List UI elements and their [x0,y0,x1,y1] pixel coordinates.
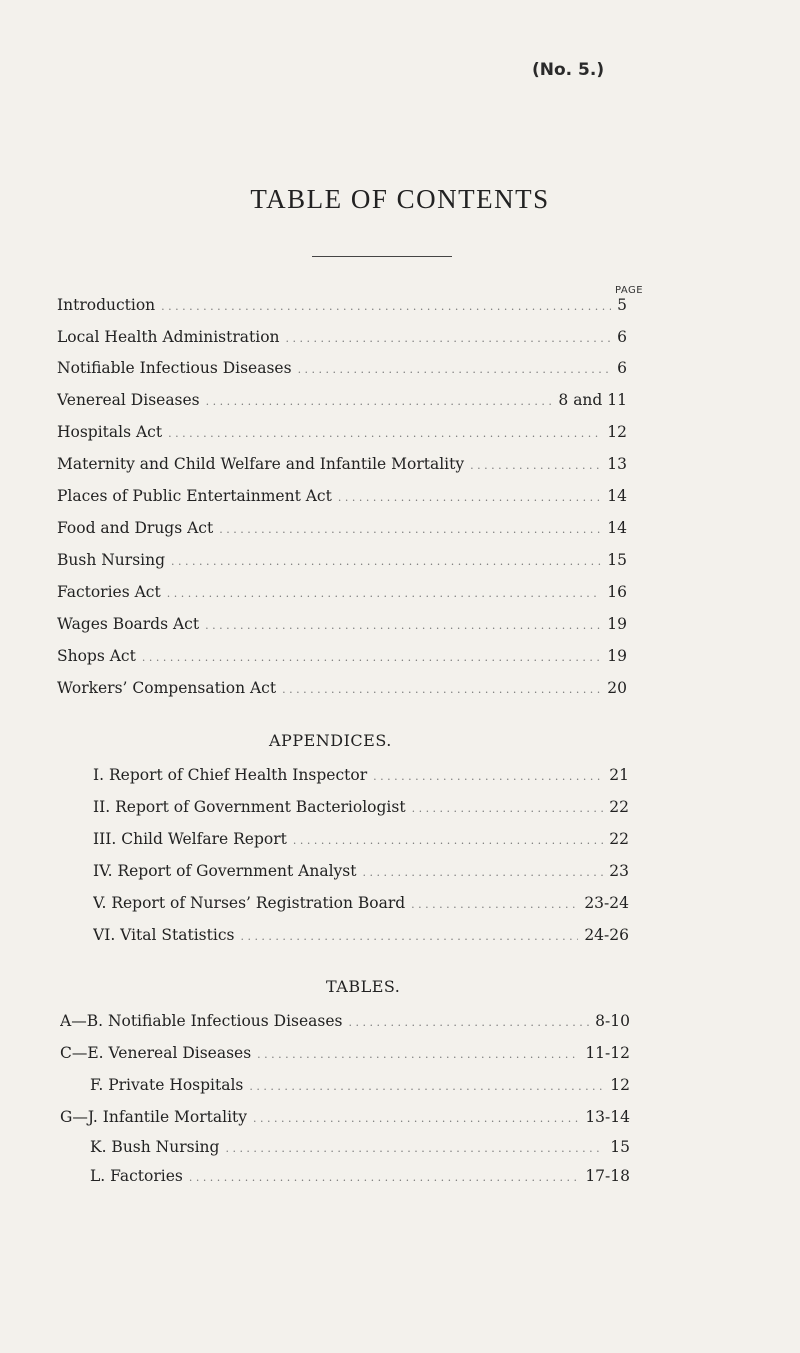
toc-entry-label: Local Health Administration [57,328,280,346]
table-entry [90,1167,630,1185]
toc-entry-label: Venereal Diseases [57,391,200,409]
table-entry-label: G—J. Infantile Mortality [60,1108,248,1126]
appendix-entry-label: I. Report of Chief Health Inspector [93,766,368,784]
toc-entry [57,423,627,441]
leader-dots [205,619,601,632]
table-entry-page: 12 [610,1076,630,1094]
toc-entry [57,296,627,314]
appendix-entry-page: 21 [609,766,629,784]
appendix-entry [93,862,629,880]
table-entry-label: L. Factories [90,1167,183,1185]
leader-dots [219,523,601,536]
toc-entry-page: 5 [617,296,627,314]
toc-entry-label: Shops Act [57,647,136,665]
toc-entry-label: Workers’ Compensation Act [57,679,277,697]
leader-dots [373,770,603,783]
appendix-entry [93,894,629,912]
leader-dots [338,491,601,504]
toc-entry-page: 14 [607,519,627,537]
table-entry-label: C—E. Venereal Diseases [60,1044,252,1062]
toc-entry-page: 16 [607,583,627,601]
leader-dots [167,587,602,600]
toc-entry-page: 6 [617,328,627,346]
tables-heading: TABLES. [326,977,401,996]
table-entry-label: K. Bush Nursing [90,1138,220,1156]
leader-dots [412,802,604,815]
table-entry-page: 8-10 [595,1012,630,1030]
toc-entry-label: Notifiable Infectious Diseases [57,359,292,377]
toc-entry-page: 8 and 11 [558,391,627,409]
table-entry-page: 15 [610,1138,630,1156]
table-entry [60,1108,630,1126]
toc-entry [57,551,627,569]
table-entry-label: F. Private Hospitals [90,1076,244,1094]
leader-dots [298,363,612,376]
leader-dots [253,1112,579,1125]
leader-dots [225,1142,604,1155]
page-column-heading: PAGE [615,285,644,296]
appendix-entry-label: III. Child Welfare Report [93,830,287,848]
appendix-entry-page: 23 [609,862,629,880]
leader-dots [362,866,603,879]
appendix-entry [93,766,629,784]
leader-dots [257,1048,579,1061]
toc-entry-page: 15 [607,551,627,569]
toc-entry-page: 20 [607,679,627,697]
appendix-entry-label: VI. Vital Statistics [93,926,235,944]
appendix-entry-page: 22 [609,830,629,848]
toc-entry-label: Places of Public Entertainment Act [57,487,332,505]
toc-entry-page: 19 [607,615,627,633]
table-entry-page: 11-12 [585,1044,630,1062]
toc-entry-page: 6 [617,359,627,377]
appendices-heading: APPENDICES. [269,731,392,750]
toc-entry [57,679,627,697]
leader-dots [293,834,603,847]
leader-dots [282,683,601,696]
title-divider [312,256,452,257]
appendix-entry-label: IV. Report of Government Analyst [93,862,357,880]
leader-dots [161,300,611,313]
toc-entry-page: 13 [607,455,627,473]
appendix-entry-page: 23-24 [584,894,629,912]
document-number: (No. 5.) [532,60,605,80]
appendix-entry-page: 24-26 [584,926,629,944]
toc-entry [57,359,627,377]
table-entry [60,1044,630,1062]
toc-entry [57,455,627,473]
table-entry-label: A—B. Notifiable Infectious Diseases [60,1012,343,1030]
toc-entry [57,391,627,409]
table-entry-page: 13-14 [585,1108,630,1126]
toc-entry-label: Food and Drugs Act [57,519,214,537]
leader-dots [411,898,578,911]
leader-dots [206,395,553,408]
table-entry [90,1076,630,1094]
toc-entry-label: Wages Boards Act [57,615,200,633]
appendix-entry-page: 22 [609,798,629,816]
toc-entry-page: 12 [607,423,627,441]
leader-dots [240,930,578,943]
table-entry [90,1138,630,1156]
appendix-entry [93,830,629,848]
toc-entry [57,519,627,537]
toc-entry-label: Introduction [57,296,156,314]
appendix-entry [93,926,629,944]
appendix-entry [93,798,629,816]
toc-entry [57,583,627,601]
table-entry-page: 17-18 [585,1167,630,1185]
toc-entry [57,647,627,665]
leader-dots [142,651,601,664]
leader-dots [349,1016,590,1029]
leader-dots [470,459,601,472]
table-entry [60,1012,630,1030]
appendix-entry-label: V. Report of Nurses’ Registration Board [93,894,406,912]
toc-entry-label: Factories Act [57,583,161,601]
page-title: TABLE OF CONTENTS [250,184,550,214]
leader-dots [168,427,601,440]
toc-entry-label: Bush Nursing [57,551,166,569]
leader-dots [171,555,601,568]
leader-dots [249,1080,604,1093]
leader-dots [189,1171,579,1184]
toc-entry-page: 19 [607,647,627,665]
appendix-entry-label: II. Report of Government Bacteriologist [93,798,406,816]
toc-entry [57,487,627,505]
toc-entry [57,615,627,633]
toc-entry-label: Hospitals Act [57,423,163,441]
toc-entry-label: Maternity and Child Welfare and Infantile Mortality [57,455,465,473]
toc-entry [57,328,627,346]
toc-entry-page: 14 [607,487,627,505]
leader-dots [286,332,612,345]
